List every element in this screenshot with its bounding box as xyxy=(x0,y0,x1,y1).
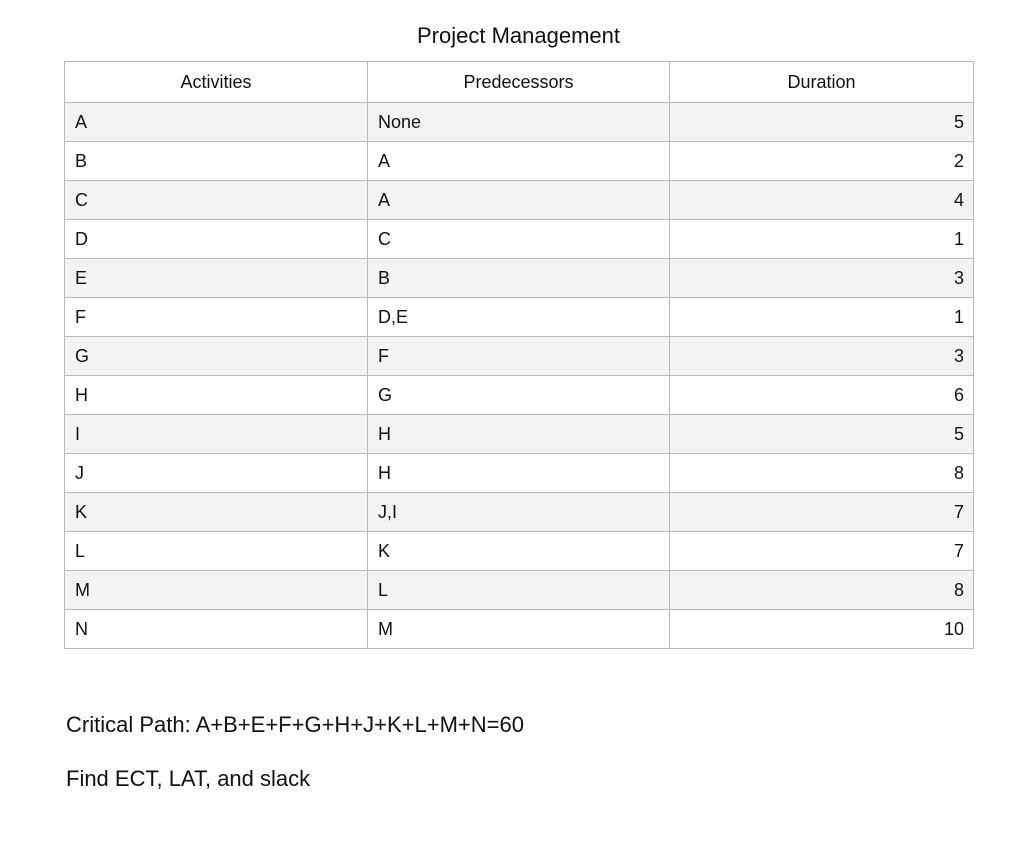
cell-duration: 7 xyxy=(670,493,974,532)
cell-predecessors: C xyxy=(368,220,670,259)
cell-activity: D xyxy=(65,220,368,259)
cell-duration: 7 xyxy=(670,532,974,571)
cell-activity: B xyxy=(65,142,368,181)
cell-predecessors: G xyxy=(368,376,670,415)
cell-predecessors: J,I xyxy=(368,493,670,532)
table-row xyxy=(65,571,974,610)
cell-activity: M xyxy=(65,571,368,610)
table-row xyxy=(65,532,974,571)
cell-activity: I xyxy=(65,415,368,454)
table-header-row xyxy=(65,62,974,103)
cell-duration: 3 xyxy=(670,337,974,376)
table-row xyxy=(65,610,974,649)
cell-predecessors: H xyxy=(368,454,670,493)
table-row xyxy=(65,493,974,532)
table-row xyxy=(65,337,974,376)
table-row xyxy=(65,454,974,493)
cell-duration: 10 xyxy=(670,610,974,649)
table-row xyxy=(65,376,974,415)
cell-activity: C xyxy=(65,181,368,220)
task-instruction-text: Find ECT, LAT, and slack xyxy=(66,766,311,791)
column-header-activities: Activities xyxy=(65,62,368,103)
table-row xyxy=(65,415,974,454)
cell-predecessors: M xyxy=(368,610,670,649)
cell-predecessors: None xyxy=(368,103,670,142)
cell-predecessors: A xyxy=(368,142,670,181)
activities-table xyxy=(64,61,974,649)
cell-activity: G xyxy=(65,337,368,376)
cell-predecessors: F xyxy=(368,337,670,376)
cell-activity: L xyxy=(65,532,368,571)
table-row xyxy=(65,103,974,142)
cell-duration: 5 xyxy=(670,415,974,454)
cell-activity: N xyxy=(65,610,368,649)
cell-activity: K xyxy=(65,493,368,532)
cell-duration: 5 xyxy=(670,103,974,142)
cell-predecessors: B xyxy=(368,259,670,298)
page-title: Project Management xyxy=(417,23,620,48)
cell-duration: 1 xyxy=(670,220,974,259)
cell-predecessors: L xyxy=(368,571,670,610)
cell-activity: E xyxy=(65,259,368,298)
table-body xyxy=(65,103,974,649)
column-header-duration: Duration xyxy=(670,62,974,103)
cell-duration: 8 xyxy=(670,454,974,493)
cell-activity: F xyxy=(65,298,368,337)
cell-duration: 3 xyxy=(670,259,974,298)
cell-activity: A xyxy=(65,103,368,142)
table-row xyxy=(65,181,974,220)
column-header-predecessors: Predecessors xyxy=(368,62,670,103)
cell-predecessors: A xyxy=(368,181,670,220)
cell-predecessors: H xyxy=(368,415,670,454)
cell-duration: 6 xyxy=(670,376,974,415)
cell-duration: 8 xyxy=(670,571,974,610)
table-row xyxy=(65,298,974,337)
cell-activity: J xyxy=(65,454,368,493)
table-row xyxy=(65,259,974,298)
table-row xyxy=(65,142,974,181)
table-row xyxy=(65,220,974,259)
cell-predecessors: K xyxy=(368,532,670,571)
cell-duration: 2 xyxy=(670,142,974,181)
cell-duration: 1 xyxy=(670,298,974,337)
critical-path-text: Critical Path: A+B+E+F+G+H+J+K+L+M+N=60 xyxy=(66,712,524,737)
cell-predecessors: D,E xyxy=(368,298,670,337)
cell-duration: 4 xyxy=(670,181,974,220)
cell-activity: H xyxy=(65,376,368,415)
